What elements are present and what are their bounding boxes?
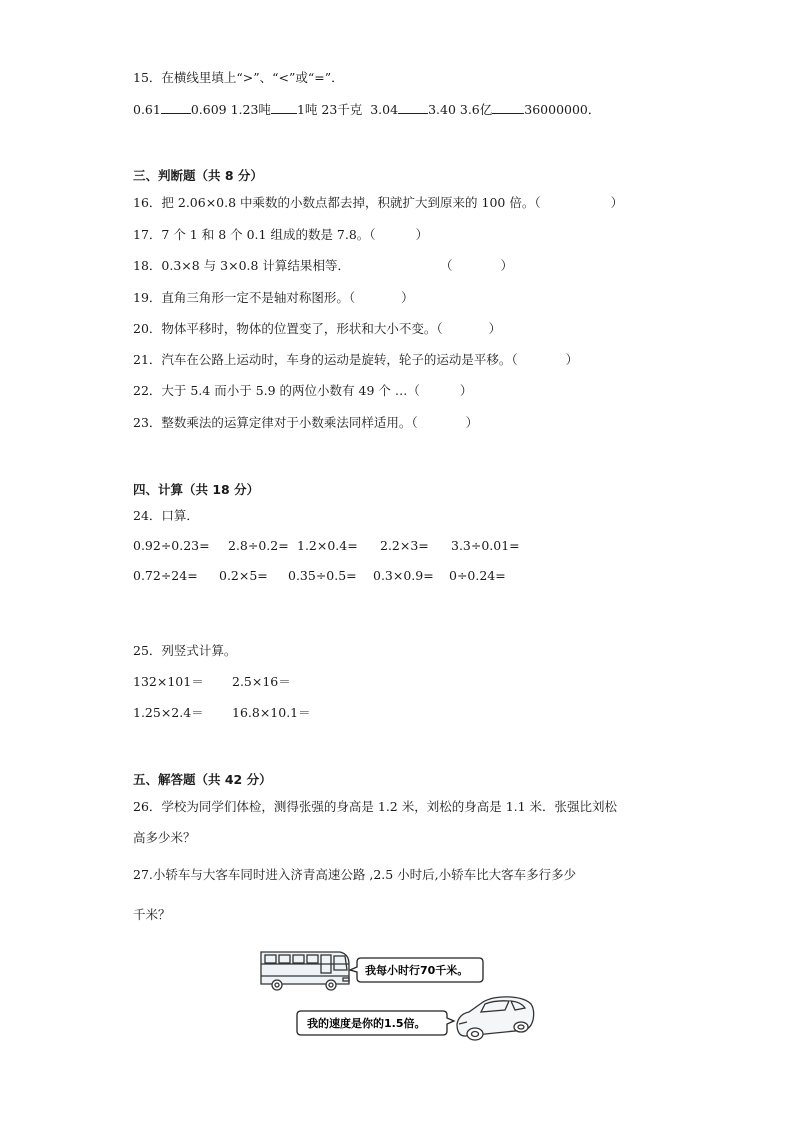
q25-title: 25．列竖式计算。 — [133, 643, 237, 658]
q15-item-4: 3.04 — [370, 102, 399, 117]
q15-item-6: 36000000． — [524, 102, 601, 117]
q20 — [133, 319, 501, 337]
q23-close: ） — [465, 415, 479, 430]
q27-line1: 27.小轿车与大客车同时进入济青高速公路 ,2.5 小时后,小轿车比大客车多行多少 — [133, 867, 577, 882]
q15-title: 15．在横线里填上“>”、“<”或“=”． — [133, 70, 344, 85]
car-icon — [457, 997, 534, 1040]
q21-close: ） — [565, 352, 579, 367]
bus-car-illustration — [255, 940, 555, 1050]
calc-item: 3.3÷0.01= — [451, 538, 520, 553]
calc-item: 0.92÷0.23= — [133, 538, 210, 553]
calc-item: 0.3×0.9= — [373, 568, 434, 583]
q22-text: 22．大于 5.4 而小于 5.9 的两位小数有 49 个 …（ — [133, 383, 420, 398]
bus-icon — [261, 952, 349, 990]
q15-item-1: 0.61 — [133, 102, 161, 117]
illustration-svg — [255, 940, 555, 1050]
q18 — [133, 256, 513, 274]
car-bubble-text: 我的速度是你的1.5倍。 — [307, 1017, 426, 1030]
calc-item: 0.35÷0.5= — [288, 568, 357, 583]
q17 — [133, 225, 428, 243]
calc-item: 2.5×16＝ — [232, 674, 291, 689]
q21-text: 21．汽车在公路上运动时，车身的运动是旋转，轮子的运动是平移。（ — [133, 352, 518, 367]
q19-text: 19．直角三角形一定不是轴对称图形。（ — [133, 290, 356, 305]
answer-blank[interactable] — [492, 101, 524, 114]
q16-text: 16．把 2.06×0.8 中乘数的小数点都去掉，积就扩大到原来的 100 倍。（ — [133, 195, 541, 210]
q15-items — [133, 100, 600, 118]
q26-line2: 高多少米？ — [133, 830, 196, 845]
q17-close: ） — [415, 227, 429, 242]
q18-close: ） — [500, 258, 513, 273]
q19-close: ） — [401, 290, 414, 305]
q19 — [133, 288, 414, 306]
bus-speech-bubble — [350, 958, 483, 982]
q15-item-5: 3.40 3.6亿 — [428, 102, 493, 117]
answer-blank[interactable] — [398, 101, 428, 114]
calc-item: 1.2×0.4= — [297, 538, 358, 553]
answer-blank[interactable] — [161, 101, 191, 114]
q22-close: ） — [459, 383, 473, 398]
bus-bubble-text: 我每小时行70千米。 — [365, 964, 469, 977]
section4-heading: 四、计算（共 18 分） — [133, 482, 260, 497]
section3-heading: 三、判断题（共 8 分） — [133, 168, 263, 183]
calc-item: 0.72÷24= — [133, 568, 198, 583]
car-speech-bubble — [297, 1011, 454, 1035]
q15-item-3: 1吨 23千克 — [296, 102, 363, 117]
q27-line2: 千米？ — [133, 907, 171, 922]
q23-text: 23．整数乘法的运算定律对于小数乘法同样适用。（ — [133, 415, 418, 430]
calc-item: 132×101＝ — [133, 674, 204, 689]
q16 — [133, 193, 623, 211]
calc-item: 0.2×5= — [219, 568, 268, 583]
q21 — [133, 350, 578, 368]
q24-title: 24．口算． — [133, 508, 199, 523]
q20-text: 20．物体平移时，物体的位置变了，形状和大小不变。（ — [133, 321, 443, 336]
calc-item: 1.25×2.4＝ — [133, 705, 204, 720]
calc-item: 0÷0.24= — [449, 568, 506, 583]
q17-text: 17．7 个 1 和 8 个 0.1 组成的数是 7.8。（ — [133, 227, 376, 242]
q15-item-2: 0.609 1.23吨 — [190, 102, 271, 117]
section5-heading: 五、解答题（共 42 分） — [133, 772, 272, 787]
calc-item: 2.8÷0.2= — [228, 538, 289, 553]
calc-item: 2.2×3= — [380, 538, 429, 553]
q22 — [133, 381, 472, 399]
q20-close: ） — [488, 321, 502, 336]
q23 — [133, 413, 478, 431]
q18-open: （ — [439, 258, 453, 273]
answer-blank[interactable] — [271, 101, 297, 114]
q16-close: ） — [610, 195, 624, 210]
q18-text: 18．0.3×8 与 3×0.8 计算结果相等． — [133, 258, 350, 273]
q26-line1: 26．学校为同学们体检，测得张强的身高是 1.2 米，刘松的身高是 1.1 米．张强比刘松 — [133, 799, 618, 814]
calc-item: 16.8×10.1＝ — [232, 705, 311, 720]
